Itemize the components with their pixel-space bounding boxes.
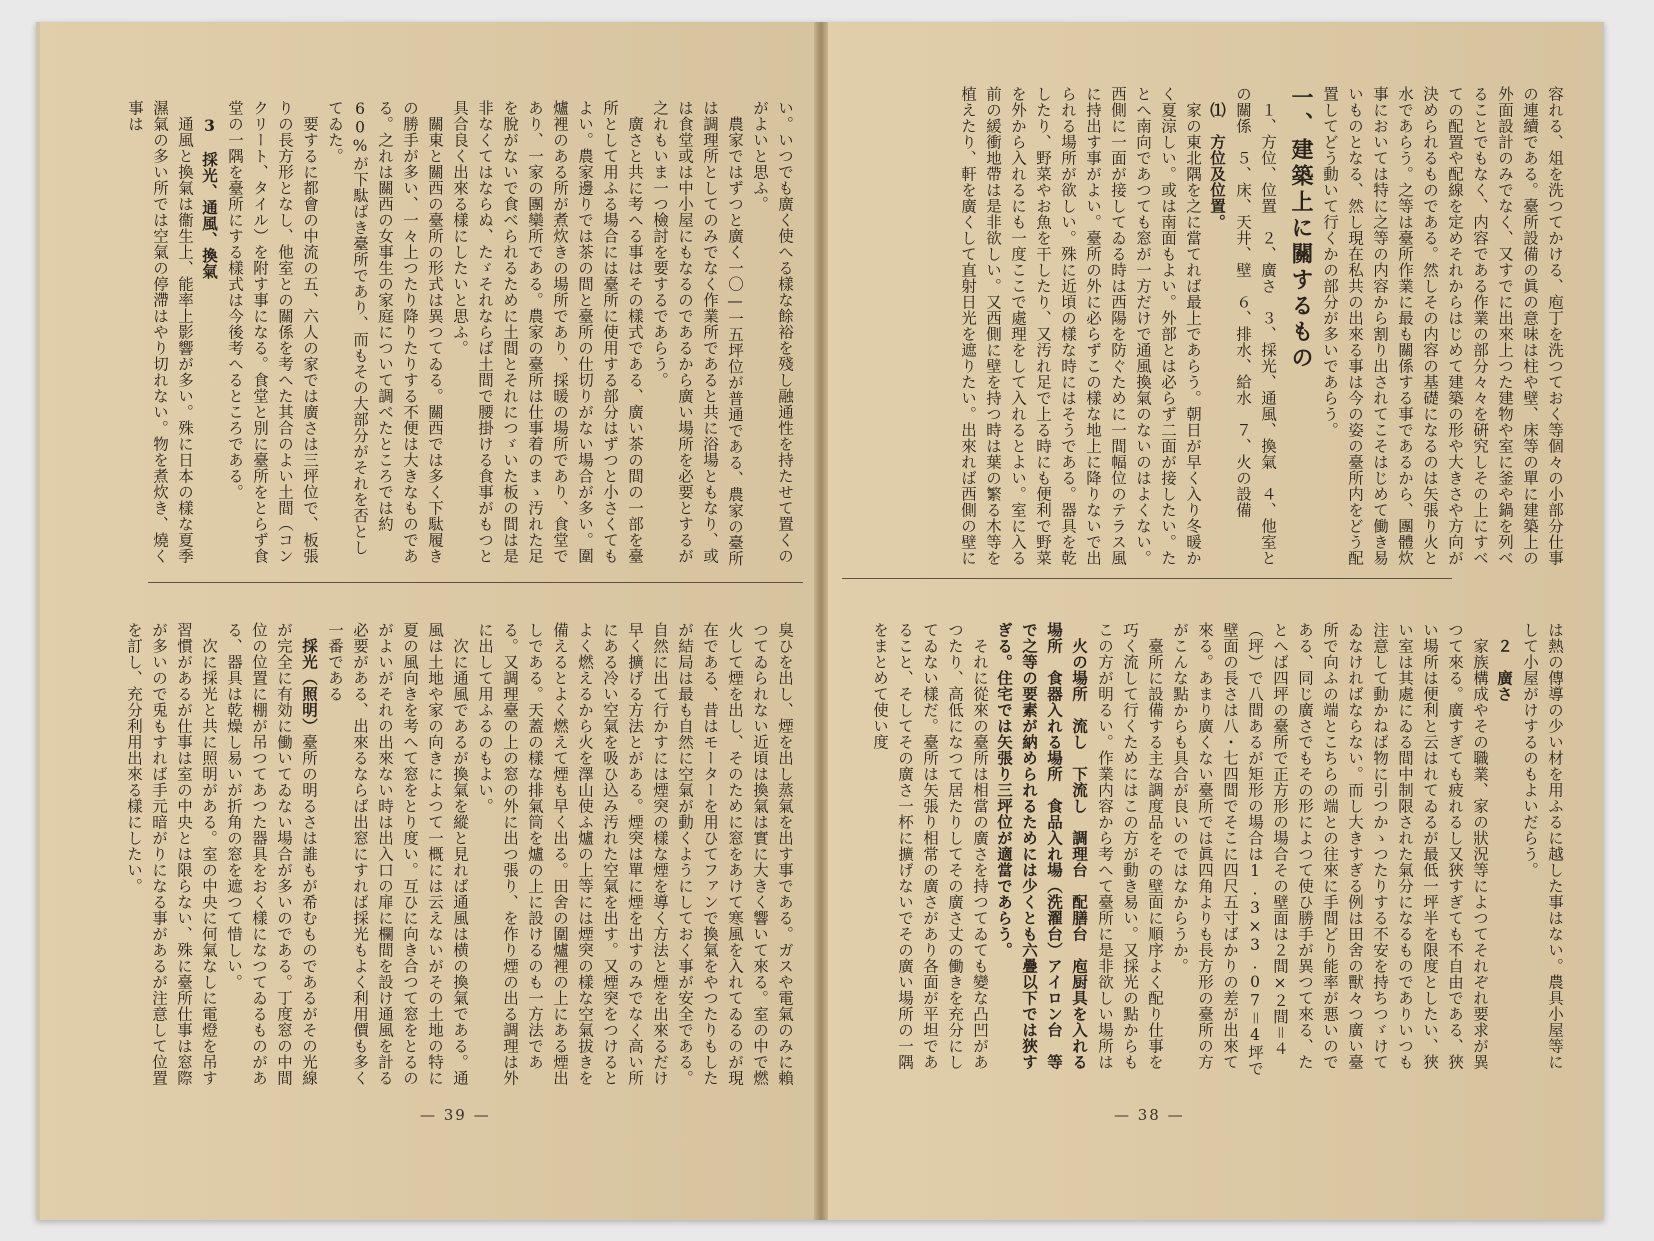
paragraph: 廣さと共に考へる事はその樣式である、廣い茶の間の一部を臺所として用ふる場合には臺所に使用する部分はずつと小さくてもよい。農家邊りでは茶の間と臺所の仕切りがない場合が多い。圍爐裡のある所が煮炊きの場所であり、採暖の場所であり、食堂であり、一家の團欒所である。農家の臺所は仕事着のまゝ汚れた足を脫がないで食べられるために土間とそれにつゞいた板の間は是非なくてはならぬ、たゞそれならば土間で腰掛ける食事がもつと具合良く出來る樣にしたいと思ふ。 [451, 100, 644, 564]
right-page [823, 22, 1601, 1220]
paragraph: 次に採光と共に照明がある。室の中央に何氣なしに電燈を吊す習慣があるが仕事は室の中央とは限らない、殊に臺所仕事は窓際が多いので兎もすれば手元暗がりになる事があるが注意して位置を訂し、充分利用出來る樣にしたい。 [125, 622, 218, 1086]
left-page [40, 22, 820, 1220]
list-text: １、方位、位置 ２、廣さ ３、採光、通風、換氣 ４、他室との關係 ５、床、天井、壁 ６、排水、給水 ７、火の設備 [1234, 86, 1277, 566]
paragraph: 臺所に設備する主な調度品をその壁面に順序よく配り仕事を巧く流して行くためにはこの方が動き易い。又採光の點からもこの方が明るい。作業内容から考へて臺所に是非欲しい場所は [1096, 622, 1164, 1070]
subheading: 採光（照明） [300, 637, 319, 734]
paragraph: 要するに都會の中流の五、六人の家では廣さは三坪位で、板張りの長方形となし、他室との關係を考へた其合のよい土間（コンクリート、タイル）を附す事になる。食堂と別に臺所をとらず食堂の一隅を臺所にする樣式は今後考へるところである。 [226, 100, 319, 564]
right-lower-text [847, 622, 1567, 1084]
paragraph: 家族構成やその職業、家の狀況等によつてそれぞれ要求が異つて來る。廣すぎても疲れるし又狹すぎても不自由である、狹い場所は便利と云はれてゐるが最低一坪半を限度としたい、狹い室は其處にゐる間中制限された氣分になるものでありいつも注意して動かねば物に引つかゝつたりする不安を持ちつゞけてゐなければならない。而し大きすぎる例は田舍の獸々つ廣い臺所で向ふの端とこちらの端との往來に手間どり能率が悪いのである、同じ廣さでもその形によつて使ひ勝手が異つて來る、たとへば四坪の臺所で正方形の場合その壁面は２間×２間＝４（坪）で八間あるが矩形の場合は1.3×3.07＝4坪で壁面の長さは八・七四間でそこに四尺五寸ばかりの差が出來て來る。あまり廣くない臺所では眞四角よりも長方形の臺所の方がこんな點からも具合が良いのではなからうか。 [1171, 622, 1489, 1077]
paragraph-text: 臺所の明るさは誰もが希むものであるがその光線が完全に有効に働いてゐない場合が多いのである。丁度窓の中間位の位置に棚が吊つてあつた器具をおく樣になつてゐるものがある、器具は乾燥し易いが折角の窓を遮つて惜しい。 [225, 622, 318, 1086]
section-title: 一、建築上に關するもの [1288, 86, 1314, 372]
left-lower-text [65, 622, 797, 1087]
places-list: 火の場所 流し 下流し 調理台 配膳台 庖厨具を入れる場所 食器入れる場所 食品入れ場（洗濯台）アイロン台 等で之等の要素が納められるためには少くとも六疊以下では狹すぎる。住宅では矢張り三坪位が適當であらう。 [995, 622, 1089, 1070]
subheading: ２ 廣さ [1495, 637, 1514, 702]
page-number: — 38 — [1114, 1106, 1185, 1124]
paragraph: 農家ではずつと廣く一〇—一五坪位が普通である、農家の臺所は調理所としてのみでなく作業所であると共に浴場ともなり、或は食堂或は中小屋にもなるのであるから廣い場所を必要とするが之れもいま一つ檢討を要するであらう。 [651, 100, 744, 566]
paragraph: 家の東北隅を之に當てれば最上であらう。朝日が早く入り冬暖かく夏涼しい。或は南面もよい。外部とは必らず二面が接したい。たとへ南向であつても窓が一方だけで通風換氣のないのはよくない。西側に一面が接してゐる時は西陽を防ぐために一間幅位のテラス風に持出す事がよい。臺所の外に必らずこの樣な地上に降りないで出られる場所が欲しい。殊に近頃の樣な時にはそうである。器具を乾したり、野菜やお魚を干したり、又汚れ足で上る時にも便利で野菜を外から入れるにも一度ここで處理をして入れるとよい。室に入る前の緩衝地帶は是非欲しい。又西側に壁を持つ時は葉の繁る木等を植えたり、軒を廣くして直射日光を遮りたい。出來れば西側の壁に [959, 86, 1202, 566]
paragraph: い。いつでも廣く使へる樣な餘裕を殘し融通性を持たせて置くのがよいと思ふ。 [751, 100, 794, 564]
paragraph [221, 622, 322, 1087]
left-upper-text [65, 100, 797, 570]
paragraph: 通風と換氣は衞生上、能率上影響が多い。殊に日本の樣な夏季濕氣の多い所では空氣の停滯はやり切れない。物を煮炊き、燒く事は [126, 100, 194, 564]
section-rule [148, 582, 803, 583]
paragraph: それに從來の臺所は相當の廣さを持つてゐても變な凸凹があつたり、高低になつて居たりしてその廣さ丈の働きを充分にしてゐない樣だ。臺所は矢張り相常の廣さがあり各面が平坦であること、そしてその廣さ一杯に擴げないでその廣い場所の一隅をまとめて使い度 [871, 622, 989, 1070]
paragraph: 臭ひを出し、煙を出し蒸氣を出す事である。ガスや電氣のみに賴つてゐられない近頃は換氣は實に大きく響いて來る。室の中で燃火して煙を出し、そのために窓をあけて寒風を入れてゐるのが現在である、昔はモーターを用ひてファンで換氣をやつたりもしたが結局は最も自然に空氣が動くようにしておく事が安全である。自然に出て行かすには煙突の樣な煙を導く方法と煙を出來るだけ早く擴げる方法とがある。煙突は單に煙を出すのみでなく高い所にある冷い空氣を吸ひ込み汚れた空氣を出す。又煙突をつけるとよく燃えるから火を澤山使ふ爐の上等には煙突の樣な空氣拔きを備えるとよく燃えて煙も早く出る。田舍の圍爐裡の上にある煙出しである。天蓋の樣な排氣筒を爐の上に設けるのも一方法である。又調理臺の上の窓の外に出つ張り、を作り煙の出る調理は外に出して用ふるのもよい。 [476, 622, 794, 1086]
right-upper-text [847, 86, 1567, 568]
section-heading: 3 採光、通風、換氣 [200, 115, 219, 279]
paragraph: 容れる、俎を洗つてかける、庖丁を洗つておく等個々の小部分仕事の連續である。臺所設備の眞の意味は柱や壁、床等の單に建築上の外面設計のみでなく、又すでに出來上つた建物や室に釜や鍋を列べることでもなく、内容である作業の部分々々を硏究しその上にすべての配置や配線を定めそれからはじめて建築の形や大きさや方向が決められるものである。然しその内容の基礎になるのは矢張り火と水であらう。之等は臺所作業に最も關係する事であるから、團體炊事においては特に之等の内容から割り出されてこそはじめて働き易いものとなる、然し現在私共の出來る事は今の姿の臺所内をどう配置してどう動いて行くかの部分が多いであらう。 [1321, 86, 1564, 566]
page-number: — 39 — [420, 1106, 491, 1124]
section-rule [842, 578, 1452, 579]
book-spread [36, 22, 1604, 1220]
paragraph: 次に通風であるが換氣を縱と見れば通風は横の換氣である。通風は土地や家の向きによつて一概には云えないがその土地の特に夏の風向きを考へて窓をとり度い。互ひに向き合つて窓をとるのがよいがそれの出來ない時は出入口の扉に欄間を設け通風を計る必要がある、出來るならば出窓にすれば採光もよく利用價も多く一番である [326, 622, 469, 1086]
book-gutter [814, 22, 828, 1220]
paragraph: 關東と關西の臺所の形式は異つてゐる。關西では多く下駄履きの勝手が多い、一々上つたり降りたりする不便は大きなものである。之れは關西の女事生の家庭について調べたところでは約60%が下駄ばき臺所であり、而もその大部分がそれを否としてゐた。 [326, 100, 444, 564]
paragraph: は熱の傳導の少い材を用ふるに越した事はない。農具小屋等にして小屋がけするのもよいだらう。 [1521, 622, 1564, 1070]
subheading: ⑴ 方位及位置。 [1208, 101, 1227, 230]
